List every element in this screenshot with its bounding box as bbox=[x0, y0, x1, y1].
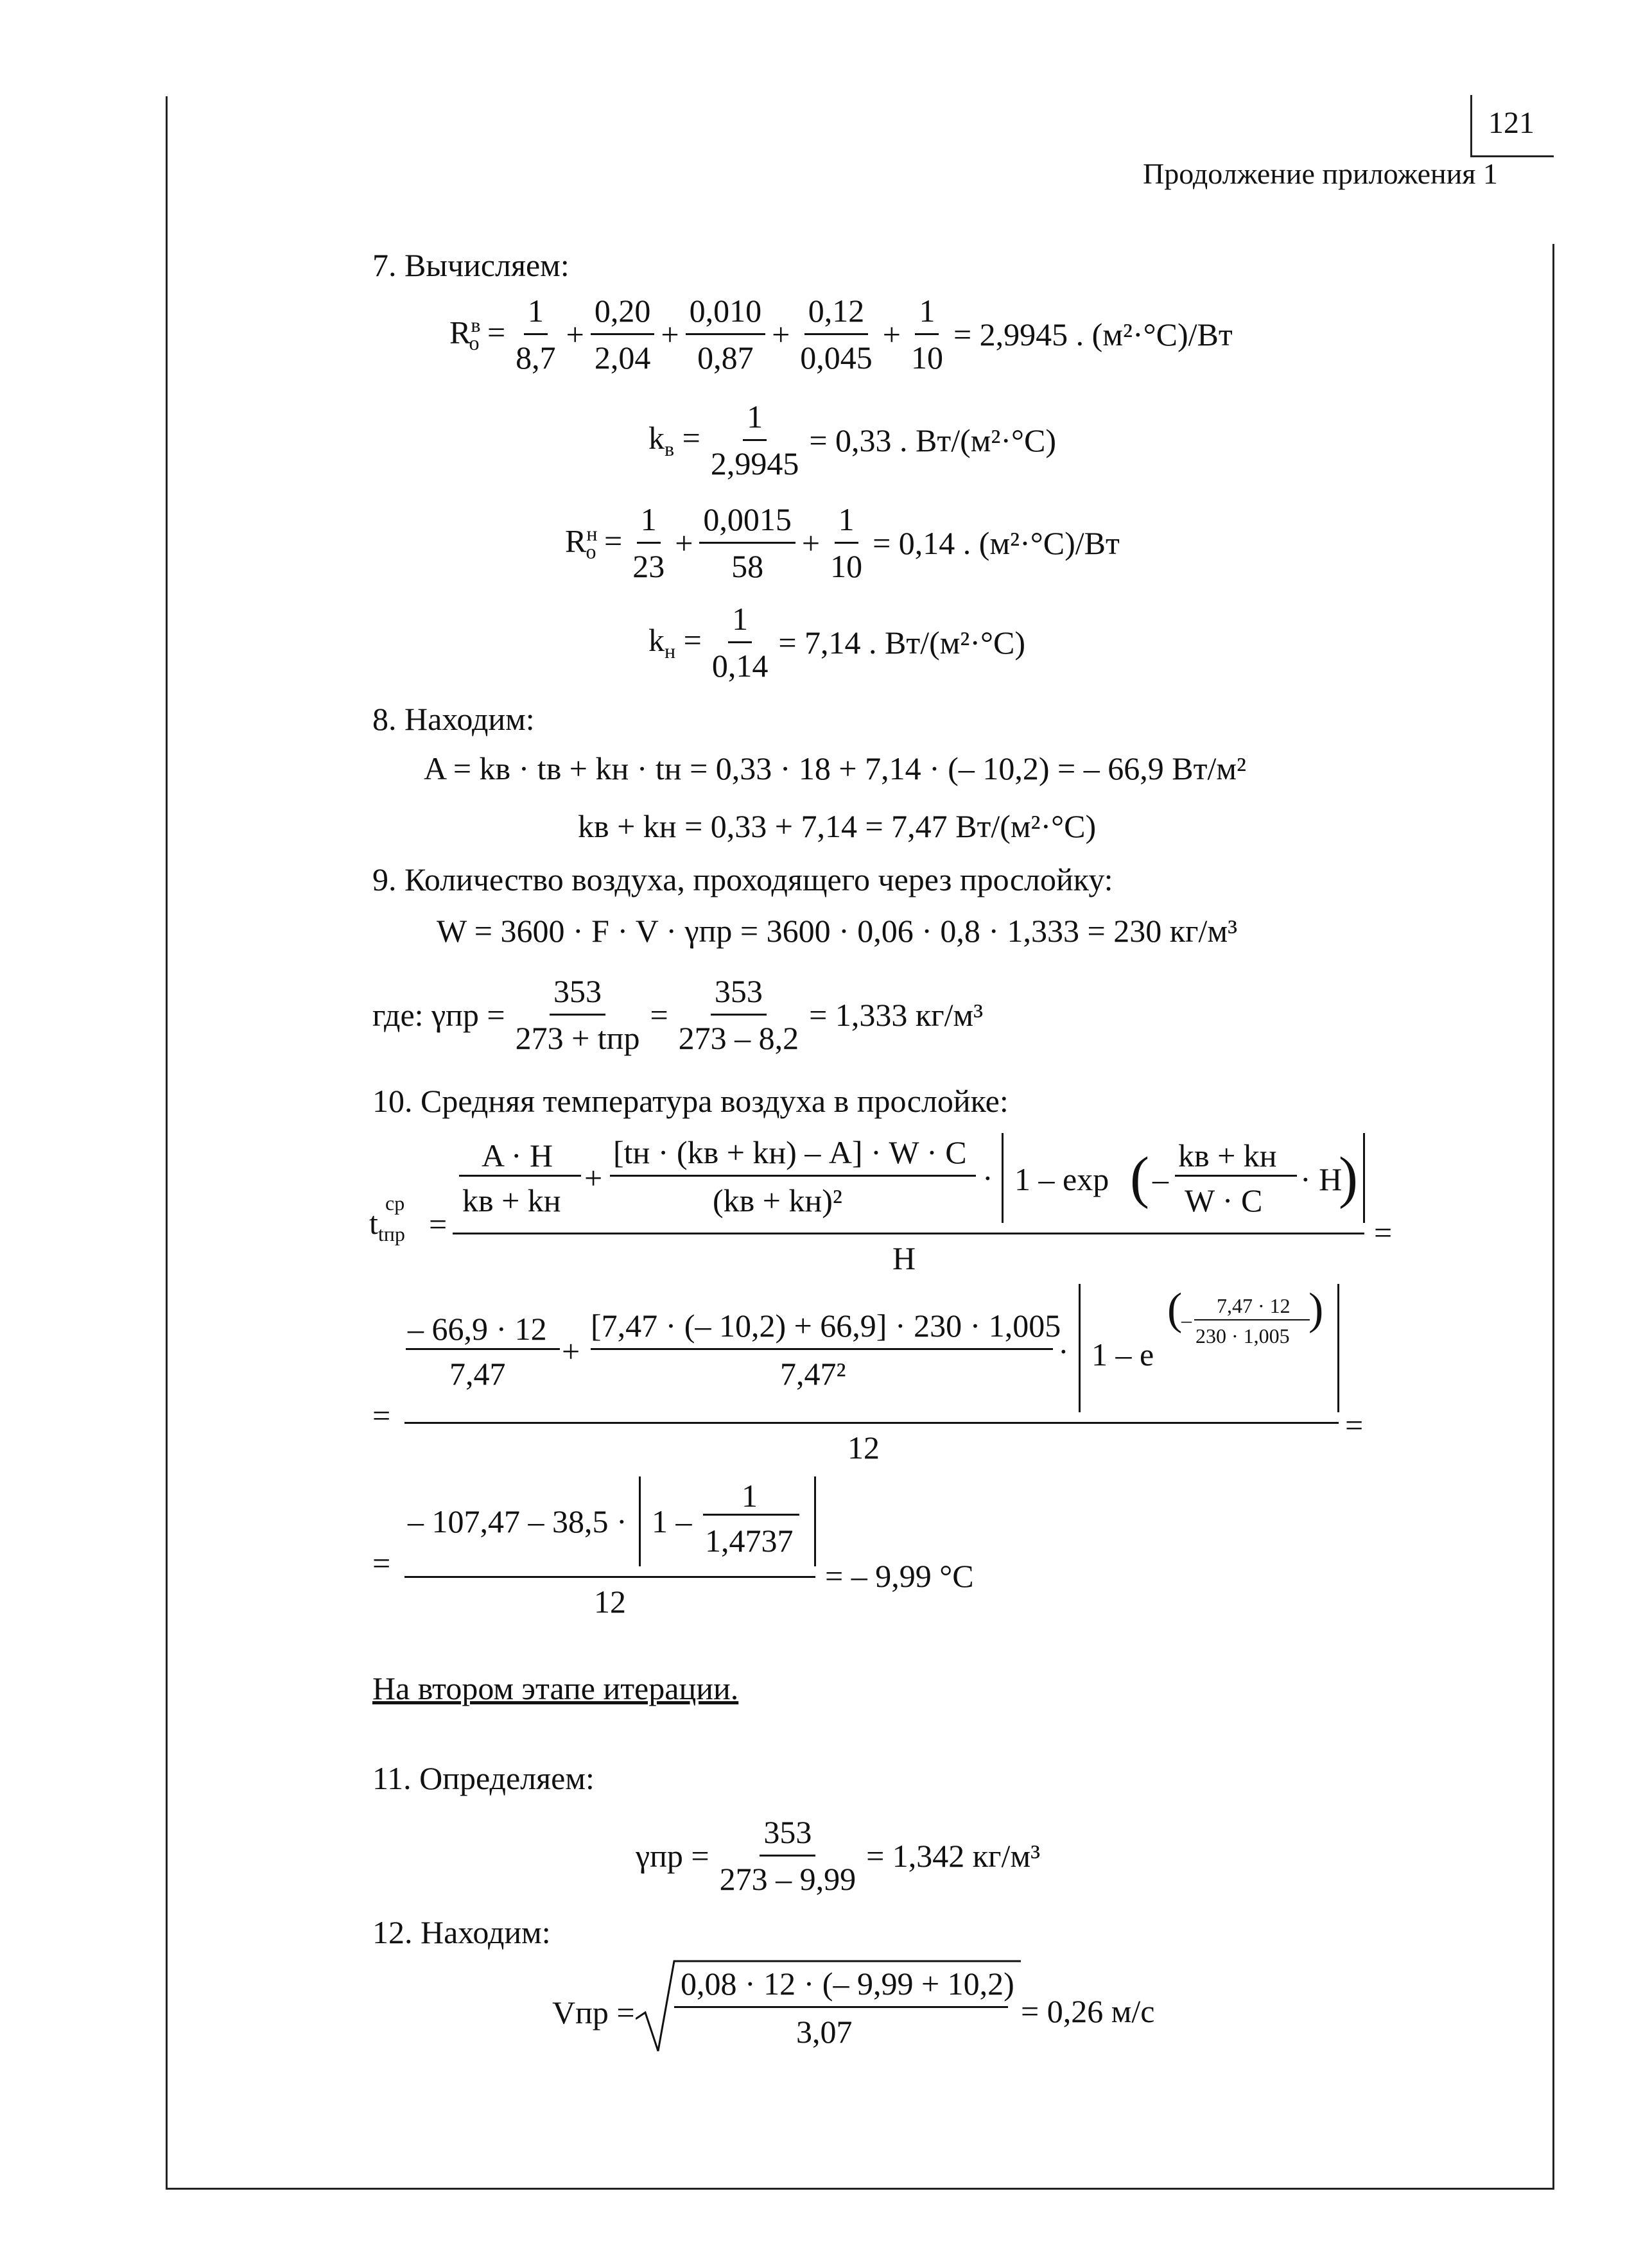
r2-exp-lparen: ( bbox=[1167, 1285, 1183, 1334]
r2-exp-minus: – bbox=[1181, 1308, 1192, 1331]
frac-b-bar bbox=[610, 1175, 976, 1177]
section-12-heading: 12. Находим: bbox=[372, 1914, 551, 1950]
r3-result: = – 9,99 °C bbox=[825, 1558, 974, 1594]
sqrt-num: 0,08 · 12 · (– 9,99 + 10,2) bbox=[681, 1966, 1014, 2002]
r2-main-den: 12 bbox=[847, 1430, 880, 1466]
r2-exp-bar bbox=[1194, 1319, 1310, 1320]
t-pr-label: $t_{tпр}$ bbox=[369, 1205, 405, 1245]
sqrt-frac-bar bbox=[674, 2006, 1008, 2008]
exp-text: 1 – exp bbox=[1014, 1161, 1109, 1197]
pagenum-box-left bbox=[1470, 95, 1472, 156]
r2-frac-a-den: 7,47 bbox=[449, 1356, 506, 1392]
r2-frac-a-num: – 66,9 · 12 bbox=[408, 1311, 547, 1347]
r2-exp-rparen: ) bbox=[1308, 1285, 1324, 1334]
equation-kv: $k_в$ = $\frac{1}{2,9945}$ = 0,33 . Вт/(м²·°С) bbox=[648, 399, 1057, 481]
sqrt-den: 3,07 bbox=[796, 2014, 853, 2050]
equation-gamma-pr: где: γпр = $\frac{353}{\text{273 + tпр}}$ = $\frac{353}{273 - 8,2}$ = 1,333 кг/м³ bbox=[372, 973, 984, 1056]
r2-exp-den: 230 · 1,005 bbox=[1195, 1324, 1290, 1347]
r3-num: – 107,47 – 38,5 · bbox=[408, 1503, 627, 1539]
eq-sign-r2: = bbox=[372, 1398, 391, 1433]
r2-frac-b-den: 7,47² bbox=[780, 1356, 846, 1392]
frac-b-num: [tн · (kв + kн) – A] · W · C bbox=[613, 1134, 967, 1170]
exp-rparen: ) bbox=[1339, 1146, 1358, 1209]
dot-1: · bbox=[982, 1160, 993, 1196]
exp-lparen: ( bbox=[1130, 1146, 1149, 1209]
exp-frac-bar bbox=[1175, 1175, 1297, 1177]
r2-exp-text: 1 – e bbox=[1091, 1337, 1154, 1372]
exp-minus: – bbox=[1152, 1161, 1169, 1197]
continuation-note: Продолжение приложения 1 bbox=[1143, 157, 1498, 190]
plus-1: + bbox=[584, 1160, 603, 1196]
exp-frac-den: W · C bbox=[1185, 1182, 1263, 1218]
r3-main-bar bbox=[404, 1576, 815, 1578]
frac-b-den: (kв + kн)² bbox=[713, 1182, 842, 1218]
v-pr-result: = 0,26 м/с bbox=[1021, 1993, 1155, 2029]
t-pr-superscript: ср bbox=[385, 1191, 405, 1215]
frame-bottom-border bbox=[166, 2188, 1554, 2190]
r2-main-bar bbox=[404, 1422, 1339, 1424]
r2-frac-a-bar bbox=[406, 1348, 560, 1350]
exp-frac-num: kв + kн bbox=[1178, 1138, 1277, 1173]
equation-a: A = kв · tв + kн · tн = 0,33 · 18 + 7,14 · (– 10,2) = – 66,9 Вт/м² bbox=[424, 750, 1246, 786]
r2-plus: + bbox=[562, 1333, 580, 1369]
r2-eq-end: = bbox=[1345, 1407, 1364, 1443]
v-pr-lhs: Vпр = bbox=[552, 1995, 635, 2030]
main-fraction-bar bbox=[453, 1233, 1364, 1234]
frac-a-num: A · H bbox=[482, 1138, 553, 1173]
section-10-heading: 10. Средняя температура воздуха в прослойке: bbox=[372, 1083, 1009, 1119]
equation-w: W = 3600 · F · V · γпр = 3600 · 0,06 · 0,8 · 1,333 = 230 кг/м³ bbox=[437, 913, 1238, 949]
frac-a-den: kв + kн bbox=[462, 1182, 561, 1218]
r3-inner-a: 1 – bbox=[652, 1503, 692, 1539]
section-8-heading: 8. Находим: bbox=[372, 701, 535, 737]
r3-inner-num: 1 bbox=[742, 1478, 758, 1514]
equation-rov: $R^в_о$ = $\frac{1}{8,7}$ + $\frac{0,20}{2,04}$ + $\frac{0,010}{0,87}$ + $\frac{0,12}{0,045}$ + $\frac{1}{10}$ = 2,9945 . (м²·°С)/Вт bbox=[449, 293, 1233, 376]
main-den-h: H bbox=[892, 1240, 916, 1276]
eq-sign-r3: = bbox=[372, 1545, 391, 1581]
equation-kv-plus-kn: kв + kн = 0,33 + 7,14 = 7,47 Вт/(м²·°С) bbox=[578, 808, 1097, 844]
section-7-heading: 7. Вычисляем: bbox=[372, 247, 569, 283]
r2-dot: · bbox=[1058, 1333, 1069, 1369]
iteration-2-heading: На втором этапе итерации. bbox=[372, 1670, 739, 1706]
eq-sign-end: = bbox=[1374, 1215, 1393, 1251]
frame-right-border bbox=[1552, 244, 1554, 2189]
page-number: 121 bbox=[1488, 106, 1534, 140]
frame-left-border bbox=[166, 96, 168, 2189]
r3-den: 12 bbox=[594, 1584, 626, 1620]
r2-frac-b-num: [7,47 · (– 10,2) + 66,9] · 230 · 1,005 bbox=[591, 1308, 1061, 1344]
r2-exp-num: 7,47 · 12 bbox=[1217, 1294, 1291, 1317]
equation-ron: $R^н_о$ = $\frac{1}{23}$ + $\frac{0,0015}{58}$ + $\frac{1}{10}$ = 0,14 . (м²·°С)/Вт bbox=[565, 501, 1120, 584]
equation-gamma-2: γпр = $\frac{353}{273 - 9,99}$ = 1,342 кг/м³ bbox=[636, 1814, 1041, 1897]
exp-tail: · H bbox=[1300, 1161, 1343, 1197]
eq-sign: = bbox=[429, 1206, 448, 1242]
r2-frac-b-bar bbox=[591, 1348, 1053, 1350]
section-9-heading: 9. Количество воздуха, проходящего через прослойку: bbox=[372, 861, 1113, 897]
equation-kn: $k_н$ = $\frac{1}{0,14}$ = 7,14 . Вт/(м²·°С) bbox=[648, 601, 1026, 684]
section-11-heading: 11. Определяем: bbox=[372, 1760, 595, 1796]
frac-a-bar bbox=[459, 1175, 581, 1177]
r3-inner-bar bbox=[703, 1514, 799, 1516]
r3-inner-den: 1,4737 bbox=[705, 1523, 794, 1559]
